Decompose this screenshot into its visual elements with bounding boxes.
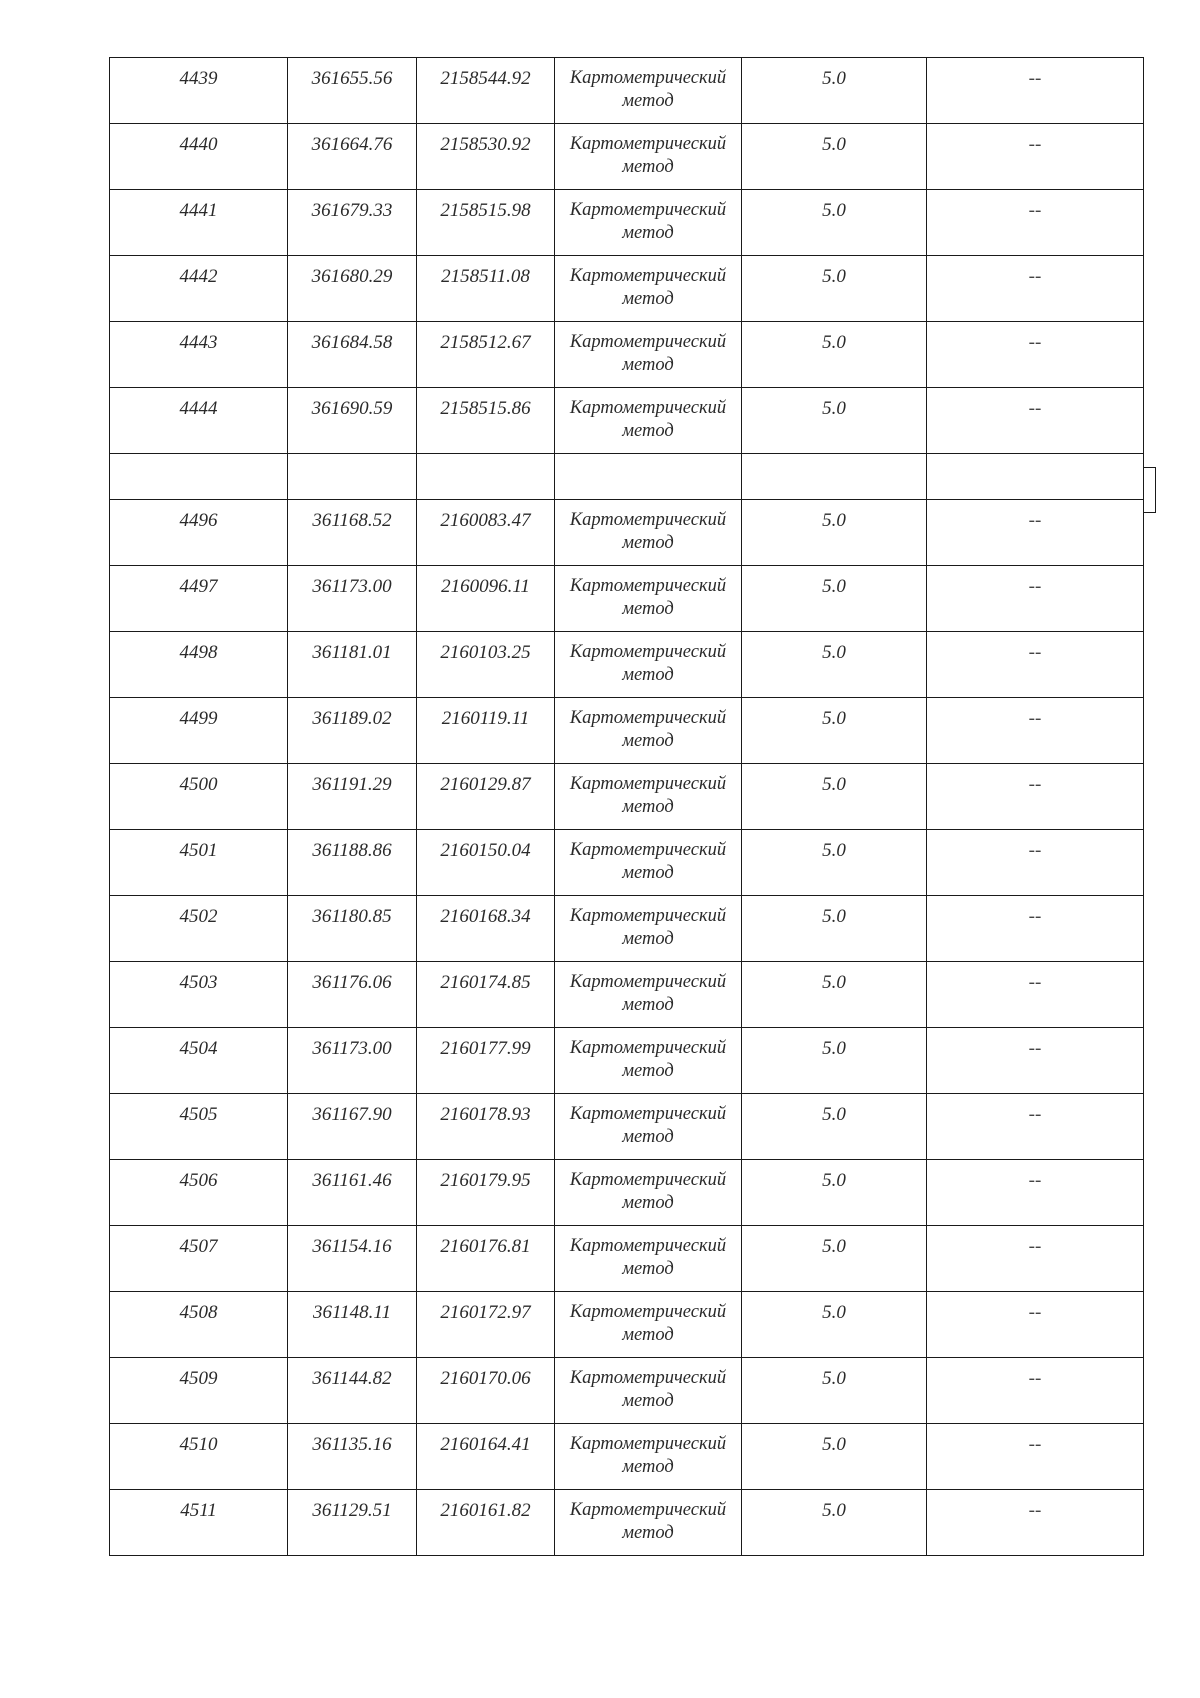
note-cell: -- <box>927 896 1144 962</box>
method-text-line2: метод <box>622 1127 674 1147</box>
method-text-line1: Картометрический <box>569 1500 727 1520</box>
point-number-cell: 4500 <box>110 764 288 830</box>
point-number-cell: 4503 <box>110 962 288 1028</box>
accuracy-cell: 5.0 <box>742 830 927 896</box>
method-cell <box>555 190 742 256</box>
x-coordinate-cell: 361161.46 <box>288 1160 417 1226</box>
y-coordinate-cell: 2160177.99 <box>417 1028 555 1094</box>
accuracy-cell: 5.0 <box>742 632 927 698</box>
note-cell: -- <box>927 1028 1144 1094</box>
method-text-line1: Картометрический <box>569 576 727 596</box>
x-coordinate-cell: 361180.85 <box>288 896 417 962</box>
method-cell <box>555 1292 742 1358</box>
method-text-line2: метод <box>622 1391 674 1411</box>
method-text-line2: метод <box>622 157 674 177</box>
note-cell: -- <box>927 500 1144 566</box>
method-text-line1: Картометрический <box>569 332 727 352</box>
accuracy-cell: 5.0 <box>742 58 927 124</box>
method-cell <box>555 566 742 632</box>
x-coordinate-cell: 361173.00 <box>288 1028 417 1094</box>
method-text-line1: Картометрический <box>569 972 727 992</box>
method-text-line1: Картометрический <box>569 134 727 154</box>
note-cell: -- <box>927 632 1144 698</box>
method-text-line2: метод <box>622 1061 674 1081</box>
coordinates-table <box>109 57 1144 1556</box>
accuracy-cell: 5.0 <box>742 124 927 190</box>
accuracy-cell: 5.0 <box>742 1292 927 1358</box>
method-cell <box>555 632 742 698</box>
method-text-line1: Картометрический <box>569 1104 727 1124</box>
method-text-line1: Картометрический <box>569 642 727 662</box>
empty-cell <box>288 454 417 500</box>
table-row <box>110 764 1144 830</box>
empty-separator-row <box>110 454 1144 500</box>
y-coordinate-cell: 2158530.92 <box>417 124 555 190</box>
method-cell <box>555 1226 742 1292</box>
table-row <box>110 1094 1144 1160</box>
table-row <box>110 58 1144 124</box>
note-cell: -- <box>927 58 1144 124</box>
point-number-cell: 4501 <box>110 830 288 896</box>
point-number-cell: 4506 <box>110 1160 288 1226</box>
point-number-cell: 4507 <box>110 1226 288 1292</box>
accuracy-cell: 5.0 <box>742 764 927 830</box>
method-cell <box>555 1490 742 1556</box>
method-text-line1: Картометрический <box>569 840 727 860</box>
table-row <box>110 1358 1144 1424</box>
point-number-cell: 4439 <box>110 58 288 124</box>
accuracy-cell: 5.0 <box>742 190 927 256</box>
accuracy-cell: 5.0 <box>742 256 927 322</box>
method-text-line1: Картометрический <box>569 510 727 530</box>
method-text-line2: метод <box>622 995 674 1015</box>
y-coordinate-cell: 2160178.93 <box>417 1094 555 1160</box>
method-cell <box>555 124 742 190</box>
note-cell: -- <box>927 322 1144 388</box>
point-number-cell: 4444 <box>110 388 288 454</box>
method-cell <box>555 698 742 764</box>
y-coordinate-cell: 2160083.47 <box>417 500 555 566</box>
note-cell: -- <box>927 1226 1144 1292</box>
accuracy-cell: 5.0 <box>742 566 927 632</box>
accuracy-cell: 5.0 <box>742 896 927 962</box>
table-row <box>110 1226 1144 1292</box>
method-cell <box>555 830 742 896</box>
method-cell <box>555 388 742 454</box>
table-row <box>110 124 1144 190</box>
table-row <box>110 698 1144 764</box>
accuracy-cell: 5.0 <box>742 1094 927 1160</box>
method-text-line2: метод <box>622 599 674 619</box>
point-number-cell: 4496 <box>110 500 288 566</box>
y-coordinate-cell: 2160119.11 <box>417 698 555 764</box>
point-number-cell: 4508 <box>110 1292 288 1358</box>
table-row <box>110 962 1144 1028</box>
accuracy-cell: 5.0 <box>742 698 927 764</box>
x-coordinate-cell: 361684.58 <box>288 322 417 388</box>
method-text-line1: Картометрический <box>569 68 727 88</box>
method-text-line2: метод <box>622 91 674 111</box>
empty-cell <box>742 454 927 500</box>
x-coordinate-cell: 361168.52 <box>288 500 417 566</box>
note-cell: -- <box>927 1292 1144 1358</box>
note-cell: -- <box>927 256 1144 322</box>
table-row <box>110 1424 1144 1490</box>
method-text-line2: метод <box>622 1193 674 1213</box>
x-coordinate-cell: 361148.11 <box>288 1292 417 1358</box>
method-text-line2: метод <box>622 1259 674 1279</box>
x-coordinate-cell: 361173.00 <box>288 566 417 632</box>
x-coordinate-cell: 361135.16 <box>288 1424 417 1490</box>
y-coordinate-cell: 2158515.86 <box>417 388 555 454</box>
table-row <box>110 1028 1144 1094</box>
accuracy-cell: 5.0 <box>742 1160 927 1226</box>
method-text-line1: Картометрический <box>569 266 727 286</box>
accuracy-cell: 5.0 <box>742 1424 927 1490</box>
y-coordinate-cell: 2160150.04 <box>417 830 555 896</box>
note-cell: -- <box>927 1358 1144 1424</box>
y-coordinate-cell: 2158511.08 <box>417 256 555 322</box>
method-cell <box>555 58 742 124</box>
x-coordinate-cell: 361690.59 <box>288 388 417 454</box>
method-cell <box>555 764 742 830</box>
method-text-line2: метод <box>622 355 674 375</box>
accuracy-cell: 5.0 <box>742 962 927 1028</box>
method-cell <box>555 896 742 962</box>
method-cell <box>555 1424 742 1490</box>
note-cell: -- <box>927 190 1144 256</box>
x-coordinate-cell: 361129.51 <box>288 1490 417 1556</box>
y-coordinate-cell: 2160170.06 <box>417 1358 555 1424</box>
method-text-line2: метод <box>622 929 674 949</box>
method-cell <box>555 322 742 388</box>
x-coordinate-cell: 361154.16 <box>288 1226 417 1292</box>
accuracy-cell: 5.0 <box>742 1028 927 1094</box>
method-cell <box>555 1028 742 1094</box>
method-text-line1: Картометрический <box>569 1302 727 1322</box>
point-number-cell: 4511 <box>110 1490 288 1556</box>
x-coordinate-cell: 361664.76 <box>288 124 417 190</box>
method-text-line2: метод <box>622 731 674 751</box>
x-coordinate-cell: 361181.01 <box>288 632 417 698</box>
method-text-line1: Картометрический <box>569 1170 727 1190</box>
point-number-cell: 4440 <box>110 124 288 190</box>
point-number-cell: 4509 <box>110 1358 288 1424</box>
method-text-line2: метод <box>622 223 674 243</box>
y-coordinate-cell: 2160096.11 <box>417 566 555 632</box>
table-row <box>110 190 1144 256</box>
accuracy-cell: 5.0 <box>742 1490 927 1556</box>
table-row <box>110 500 1144 566</box>
x-coordinate-cell: 361679.33 <box>288 190 417 256</box>
point-number-cell: 4443 <box>110 322 288 388</box>
x-coordinate-cell: 361167.90 <box>288 1094 417 1160</box>
note-cell: -- <box>927 124 1144 190</box>
y-coordinate-cell: 2158512.67 <box>417 322 555 388</box>
note-cell: -- <box>927 1490 1144 1556</box>
accuracy-cell: 5.0 <box>742 322 927 388</box>
method-text-line2: метод <box>622 421 674 441</box>
x-coordinate-cell: 361144.82 <box>288 1358 417 1424</box>
method-text-line2: метод <box>622 863 674 883</box>
method-text-line2: метод <box>622 1325 674 1345</box>
method-text-line2: метод <box>622 289 674 309</box>
point-number-cell: 4505 <box>110 1094 288 1160</box>
method-cell <box>555 1094 742 1160</box>
method-text-line1: Картометрический <box>569 708 727 728</box>
accuracy-cell: 5.0 <box>742 500 927 566</box>
method-text-line1: Картометрический <box>569 398 727 418</box>
x-coordinate-cell: 361188.86 <box>288 830 417 896</box>
method-text-line1: Картометрический <box>569 1038 727 1058</box>
x-coordinate-cell: 361680.29 <box>288 256 417 322</box>
method-text-line2: метод <box>622 533 674 553</box>
note-cell: -- <box>927 1160 1144 1226</box>
point-number-cell: 4498 <box>110 632 288 698</box>
empty-cell <box>417 454 555 500</box>
table-row <box>110 566 1144 632</box>
accuracy-cell: 5.0 <box>742 1358 927 1424</box>
note-cell: -- <box>927 566 1144 632</box>
note-cell: -- <box>927 830 1144 896</box>
point-number-cell: 4442 <box>110 256 288 322</box>
point-number-cell: 4504 <box>110 1028 288 1094</box>
note-cell: -- <box>927 698 1144 764</box>
empty-cell <box>110 454 288 500</box>
method-text-line2: метод <box>622 1457 674 1477</box>
method-text-line1: Картометрический <box>569 1434 727 1454</box>
note-cell: -- <box>927 962 1144 1028</box>
y-coordinate-cell: 2160179.95 <box>417 1160 555 1226</box>
note-cell: -- <box>927 388 1144 454</box>
x-coordinate-cell: 361176.06 <box>288 962 417 1028</box>
gap-row-edge <box>1143 467 1156 513</box>
x-coordinate-cell: 361189.02 <box>288 698 417 764</box>
table-row <box>110 322 1144 388</box>
y-coordinate-cell: 2160176.81 <box>417 1226 555 1292</box>
y-coordinate-cell: 2160174.85 <box>417 962 555 1028</box>
method-cell <box>555 962 742 1028</box>
method-text-line1: Картометрический <box>569 774 727 794</box>
note-cell: -- <box>927 1094 1144 1160</box>
accuracy-cell: 5.0 <box>742 388 927 454</box>
y-coordinate-cell: 2160168.34 <box>417 896 555 962</box>
method-cell <box>555 1160 742 1226</box>
table-row <box>110 1490 1144 1556</box>
note-cell: -- <box>927 1424 1144 1490</box>
y-coordinate-cell: 2158515.98 <box>417 190 555 256</box>
method-text-line2: метод <box>622 797 674 817</box>
point-number-cell: 4502 <box>110 896 288 962</box>
method-text-line2: метод <box>622 1523 674 1543</box>
y-coordinate-cell: 2160164.41 <box>417 1424 555 1490</box>
point-number-cell: 4510 <box>110 1424 288 1490</box>
x-coordinate-cell: 361655.56 <box>288 58 417 124</box>
point-number-cell: 4499 <box>110 698 288 764</box>
table-row <box>110 896 1144 962</box>
method-text-line1: Картометрический <box>569 1236 727 1256</box>
method-cell <box>555 256 742 322</box>
method-text-line1: Картометрический <box>569 200 727 220</box>
table-row <box>110 256 1144 322</box>
note-cell: -- <box>927 764 1144 830</box>
x-coordinate-cell: 361191.29 <box>288 764 417 830</box>
point-number-cell: 4497 <box>110 566 288 632</box>
point-number-cell: 4441 <box>110 190 288 256</box>
empty-cell <box>927 454 1144 500</box>
coordinates-table-body <box>110 58 1144 1556</box>
y-coordinate-cell: 2160172.97 <box>417 1292 555 1358</box>
y-coordinate-cell: 2160103.25 <box>417 632 555 698</box>
table-row <box>110 830 1144 896</box>
empty-cell <box>555 454 742 500</box>
table-row <box>110 388 1144 454</box>
method-text-line2: метод <box>622 665 674 685</box>
y-coordinate-cell: 2160129.87 <box>417 764 555 830</box>
table-row <box>110 632 1144 698</box>
table-row <box>110 1160 1144 1226</box>
y-coordinate-cell: 2160161.82 <box>417 1490 555 1556</box>
table-row <box>110 1292 1144 1358</box>
accuracy-cell: 5.0 <box>742 1226 927 1292</box>
method-text-line1: Картометрический <box>569 906 727 926</box>
method-cell <box>555 1358 742 1424</box>
y-coordinate-cell: 2158544.92 <box>417 58 555 124</box>
method-text-line1: Картометрический <box>569 1368 727 1388</box>
method-cell <box>555 500 742 566</box>
